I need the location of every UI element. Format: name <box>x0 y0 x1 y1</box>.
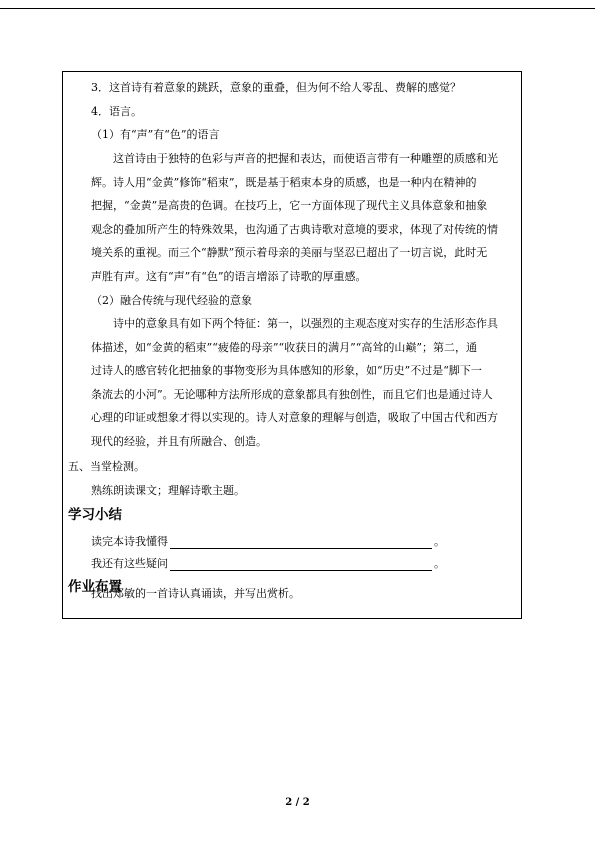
summary-line-2 <box>91 555 445 571</box>
homework-heading: 作业布置 <box>68 579 122 595</box>
header-rule <box>0 8 595 9</box>
paragraph-line: 把握，“金黄”是高贵的色调。在技巧上，它一方面体现了现代主义具体意象和抽象 <box>91 199 488 213</box>
summary-line-2-label: 我还有这些疑问 <box>91 557 168 570</box>
section5-title: 五、当堂检测。 <box>68 460 145 473</box>
answer-blank[interactable] <box>170 536 432 549</box>
answer-blank[interactable] <box>170 558 432 571</box>
summary-line-1-label: 读完本诗我懂得 <box>91 535 168 548</box>
summary-heading: 学习小结 <box>68 507 122 523</box>
paragraph-line: 境关系的重视。而三个“静默”预示着母亲的美丽与坚忍已超出了一切言说，此时无 <box>91 246 488 260</box>
paragraph-line: 诗中的意象具有如下两个特征：第一，以强烈的主观态度对实存的生活形态作具 <box>113 317 498 330</box>
summary-line-1-end: 。 <box>434 535 445 548</box>
paragraph-line: 现代的经验，并且有所融合、创造。 <box>91 434 267 448</box>
section5-text: 熟练朗读课文；理解诗歌主题。 <box>91 484 245 497</box>
paragraph-line: 条流去的小河”。无论哪种方法所形成的意象都具有独创性，而且它们也是通过诗人 <box>91 387 493 401</box>
section2-title: （2）融合传统与现代经验的意象 <box>91 294 252 307</box>
paragraph-line: 这首诗由于独特的色彩与声音的把握和表达，而使语言带有一种雕塑的质感和光 <box>113 152 498 165</box>
homework-text: 找出郑敏的一首诗认真诵读，并写出赏析。 <box>91 587 300 600</box>
paragraph-line: 体描述，如“金黄的稻束”“疲倦的母亲”“收获日的满月”“高耸的山巅”；第二，通 <box>91 340 477 354</box>
section1-paragraph <box>91 147 517 289</box>
section1-title: （1）有“声”有“色”的语言 <box>91 128 220 141</box>
section2-paragraph <box>91 312 517 454</box>
paragraph-line: 声胜有声。这有“声”有“色”的语言增添了诗歌的厚重感。 <box>91 269 367 283</box>
paragraph-line: 心理的印证或想象才得以实现的。诗人对意象的理解与创造，吸取了中国古代和西方 <box>91 411 498 425</box>
paragraph-line: 过诗人的感官转化把抽象的事物变形为具体感知的形象，如“历史”不过是“脚下一 <box>91 364 482 378</box>
question-3: 3．这首诗有着意象的跳跃，意象的重叠，但为何不给人零乱、费解的感觉？ <box>91 81 461 94</box>
paragraph-line: 观念的叠加所产生的特殊效果，也沟通了古典诗歌对意境的要求，体现了对传统的情 <box>91 222 498 236</box>
summary-line-2-end: 。 <box>434 557 445 570</box>
paragraph-line: 辉。诗人用“金黄”修饰“稻束”，既是基于稻束本身的质感，也是一种内在精神的 <box>91 175 477 189</box>
question-4: 4．语言。 <box>91 105 142 118</box>
summary-line-1 <box>91 533 445 549</box>
page-number: 2 / 2 <box>285 797 310 808</box>
